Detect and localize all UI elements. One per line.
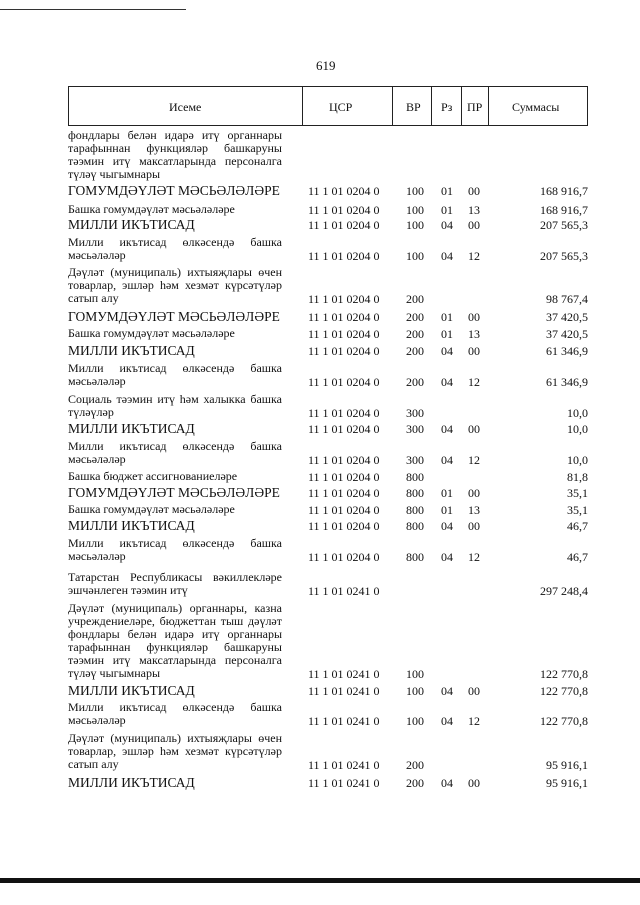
row-pr: 00 (468, 486, 480, 500)
row-vr: 200 (406, 327, 424, 341)
header-divider (302, 87, 303, 125)
row-pr: 12 (468, 550, 480, 564)
header-rz: Рз (441, 100, 453, 114)
row-name: Социаль тәэмин итү һәм халыкка башка түләүләр (68, 392, 282, 419)
row-vr: 800 (406, 519, 424, 533)
row-sum: 95 916,1 (546, 776, 588, 790)
row-pr: 13 (468, 503, 480, 517)
row-name: Башка гомумдәүләт мәсьәләләре (68, 502, 235, 516)
row-vr: 100 (406, 714, 424, 728)
row-vr: 100 (406, 684, 424, 698)
row-csr: 11 1 01 0204 0 (308, 292, 380, 306)
row-vr: 200 (406, 344, 424, 358)
row-csr: 11 1 01 0204 0 (308, 470, 380, 484)
bottom-scan-edge (0, 878, 640, 883)
row-name: МИЛЛИ ИКЪТИСАД (68, 217, 195, 232)
row-sum: 46,7 (567, 519, 588, 533)
row-sum: 297 248,4 (540, 584, 588, 598)
row-name: Милли икътисад өлкәсендә башка мәсьәләләр (68, 361, 282, 388)
row-rz: 04 (441, 714, 453, 728)
row-csr: 11 1 01 0204 0 (308, 184, 380, 198)
row-name: МИЛЛИ ИКЪТИСАД (68, 775, 195, 790)
row-name: Дәүләт (муниципаль) ихтыяҗлары өчен товарлар, эшләр һәм хезмәт күрсәтүләр сатып алу (68, 265, 282, 305)
row-csr: 11 1 01 0204 0 (308, 550, 380, 564)
row-csr: 11 1 01 0204 0 (308, 406, 380, 420)
row-csr: 11 1 01 0204 0 (308, 249, 380, 263)
row-pr: 12 (468, 249, 480, 263)
row-csr: 11 1 01 0204 0 (308, 310, 380, 324)
row-csr: 11 1 01 0204 0 (308, 218, 380, 232)
header-name: Исеме (169, 100, 202, 114)
row-vr: 100 (406, 667, 424, 681)
row-csr: 11 1 01 0241 0 (308, 584, 380, 598)
row-csr: 11 1 01 0204 0 (308, 519, 380, 533)
row-name: Дәүләт (муниципаль) органнары, казна учреждениеләре, бюджеттан тыш дәүләт фондлары белән идарә итү органнары тарафыннан функцияләр башкаруны тәэмин итү максатларында персоналга түләү чыгымнары (68, 601, 282, 680)
page-number: 619 (316, 58, 336, 73)
header-vr: ВР (406, 100, 421, 114)
row-pr: 00 (468, 344, 480, 358)
row-rz: 04 (441, 422, 453, 436)
row-vr: 200 (406, 776, 424, 790)
header-divider (431, 87, 432, 125)
row-csr: 11 1 01 0204 0 (308, 422, 380, 436)
row-sum: 37 420,5 (546, 310, 588, 324)
row-sum: 207 565,3 (540, 249, 588, 263)
row-sum: 168 916,7 (540, 184, 588, 198)
row-sum: 10,0 (567, 422, 588, 436)
row-sum: 122 770,8 (540, 667, 588, 681)
header-csr: ЦСР (329, 100, 353, 114)
row-rz: 01 (441, 486, 453, 500)
row-sum: 98 767,4 (546, 292, 588, 306)
row-vr: 100 (406, 184, 424, 198)
row-vr: 800 (406, 503, 424, 517)
row-vr: 800 (406, 550, 424, 564)
row-pr: 12 (468, 375, 480, 389)
row-pr: 00 (468, 776, 480, 790)
row-rz: 01 (441, 310, 453, 324)
row-rz: 04 (441, 550, 453, 564)
row-name: Башка бюджет ассигнованиеләре (68, 469, 238, 483)
row-pr: 13 (468, 203, 480, 217)
row-vr: 200 (406, 292, 424, 306)
row-pr: 00 (468, 310, 480, 324)
row-csr: 11 1 01 0241 0 (308, 758, 380, 772)
row-rz: 01 (441, 327, 453, 341)
row-name: Башка гомумдәүләт мәсьәләләре (68, 202, 235, 216)
row-rz: 04 (441, 375, 453, 389)
row-csr: 11 1 01 0241 0 (308, 684, 380, 698)
row-csr: 11 1 01 0204 0 (308, 375, 380, 389)
row-sum: 122 770,8 (540, 684, 588, 698)
row-pr: 00 (468, 218, 480, 232)
row-name: ГОМУМДӘҮЛӘТ МӘСЬӘЛӘЛӘРЕ (68, 183, 280, 198)
row-pr: 00 (468, 422, 480, 436)
row-rz: 04 (441, 519, 453, 533)
row-vr: 100 (406, 203, 424, 217)
row-name: МИЛЛИ ИКЪТИСАД (68, 343, 195, 358)
row-name: МИЛЛИ ИКЪТИСАД (68, 421, 195, 436)
row-csr: 11 1 01 0204 0 (308, 486, 380, 500)
row-vr: 100 (406, 249, 424, 263)
row-name: ГОМУМДӘҮЛӘТ МӘСЬӘЛӘЛӘРЕ (68, 485, 280, 500)
row-vr: 200 (406, 310, 424, 324)
row-sum: 10,0 (567, 406, 588, 420)
table-header (68, 86, 588, 126)
row-rz: 04 (441, 684, 453, 698)
row-rz: 04 (441, 249, 453, 263)
row-vr: 800 (406, 486, 424, 500)
row-sum: 168 916,7 (540, 203, 588, 217)
row-rz: 01 (441, 503, 453, 517)
row-rz: 04 (441, 344, 453, 358)
row-vr: 200 (406, 758, 424, 772)
row-name: Милли икътисад өлкәсендә башка мәсьәләләр (68, 536, 282, 563)
row-name: Милли икътисад өлкәсендә башка мәсьәләләр (68, 235, 282, 262)
row-name: МИЛЛИ ИКЪТИСАД (68, 683, 195, 698)
header-divider (461, 87, 462, 125)
row-name: Башка гомумдәүләт мәсьәләләре (68, 326, 235, 340)
row-vr: 300 (406, 453, 424, 467)
top-rule (0, 9, 186, 10)
row-pr: 13 (468, 327, 480, 341)
row-sum: 81,8 (567, 470, 588, 484)
row-vr: 100 (406, 218, 424, 232)
row-sum: 35,1 (567, 503, 588, 517)
row-pr: 00 (468, 684, 480, 698)
row-sum: 95 916,1 (546, 758, 588, 772)
row-pr: 12 (468, 453, 480, 467)
row-csr: 11 1 01 0204 0 (308, 453, 380, 467)
row-name: МИЛЛИ ИКЪТИСАД (68, 518, 195, 533)
row-vr: 300 (406, 406, 424, 420)
row-csr: 11 1 01 0204 0 (308, 344, 380, 358)
row-sum: 37 420,5 (546, 327, 588, 341)
row-name: Милли икътисад өлкәсендә башка мәсьәләләр (68, 439, 282, 466)
row-rz: 01 (441, 184, 453, 198)
header-pr: ПР (467, 100, 483, 114)
header-divider (392, 87, 393, 125)
row-rz: 01 (441, 203, 453, 217)
row-vr: 300 (406, 422, 424, 436)
row-sum: 10,0 (567, 453, 588, 467)
row-sum: 207 565,3 (540, 218, 588, 232)
row-name: фондлары белән идарә итү органнары тарафыннан функцияләр башкаруны тәэмин итү максатларында персоналга түләү чыгымнары (68, 128, 282, 181)
row-csr: 11 1 01 0204 0 (308, 327, 380, 341)
header-sum: Суммасы (512, 100, 560, 114)
row-sum: 61 346,9 (546, 344, 588, 358)
row-sum: 61 346,9 (546, 375, 588, 389)
row-sum: 46,7 (567, 550, 588, 564)
row-csr: 11 1 01 0204 0 (308, 203, 380, 217)
row-rz: 04 (441, 218, 453, 232)
row-pr: 12 (468, 714, 480, 728)
row-csr: 11 1 01 0241 0 (308, 667, 380, 681)
row-pr: 00 (468, 184, 480, 198)
row-csr: 11 1 01 0204 0 (308, 503, 380, 517)
row-sum: 122 770,8 (540, 714, 588, 728)
row-csr: 11 1 01 0241 0 (308, 714, 380, 728)
row-name: ГОМУМДӘҮЛӘТ МӘСЬӘЛӘЛӘРЕ (68, 309, 280, 324)
row-pr: 00 (468, 519, 480, 533)
row-vr: 200 (406, 375, 424, 389)
row-sum: 35,1 (567, 486, 588, 500)
header-divider (488, 87, 489, 125)
row-vr: 800 (406, 470, 424, 484)
row-rz: 04 (441, 776, 453, 790)
row-name: Дәүләт (муниципаль) ихтыяҗлары өчен товарлар, эшләр һәм хезмәт күрсәтүләр сатып алу (68, 731, 282, 771)
row-rz: 04 (441, 453, 453, 467)
row-name: Милли икътисад өлкәсендә башка мәсьәләләр (68, 700, 282, 727)
row-csr: 11 1 01 0241 0 (308, 776, 380, 790)
row-name: Татарстан Республикасы вәкиллекләре эшчәнлеген тәэмин итү (68, 570, 282, 597)
